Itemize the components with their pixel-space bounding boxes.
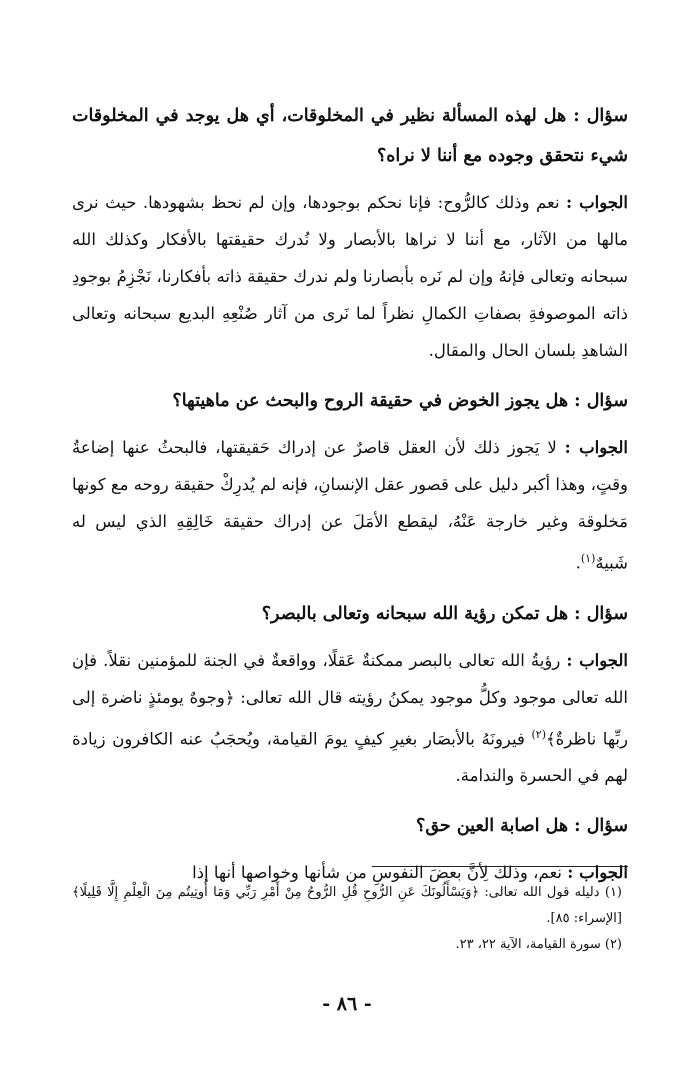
qa-block-3	[72, 594, 628, 795]
answer-tail: فيرونَهُ بالأبصَار بغيرِ كيفٍ يومَ القيامة، ويُحجَبُ عنه الكافرون زيادة لهم في الحسرة والندامة.	[72, 729, 628, 785]
question-4	[72, 806, 628, 846]
answer-3	[72, 642, 628, 795]
question-text: هل تمكن رؤية الله سبحانه وتعالى بالبصر؟	[261, 603, 569, 624]
qa-block-1	[72, 96, 628, 369]
answer-label: الجواب :	[567, 863, 628, 882]
footnote-ref-2[interactable]: (٢)	[531, 727, 547, 741]
question-2	[72, 381, 628, 421]
answer-2	[72, 429, 628, 582]
answer-label: الجواب :	[566, 193, 628, 212]
question-3	[72, 594, 628, 634]
footnote-2: (٢) سورة القيامة، الآية ٢٢، ٢٣.	[455, 937, 622, 952]
answer-text: لا يَجوز ذلك لأن العقل قاصرٌ عن إدراك حَقيقتها، فالبحثُ عنها إضاعةُ وقتٍ، وهذا أكبر دليل على قصور عقل الإنسانِ، فإنه لم يُدرِكْ حقيقة روحه مع كونها مَخلوقة وغير خارجة عَنْهُ، ليقطع الأمَلَ عن إدراك حقيقة خَالِقِهِ الذي ليس له شَبيهٌ	[72, 438, 628, 573]
answer-text: نعم، وذلك لِأنَّ بعضَ النفوسِ من شأنها وخواصها أنها إذا	[192, 863, 562, 882]
footnote-divider	[372, 866, 628, 867]
qa-block-2	[72, 381, 628, 582]
answer-label: الجواب :	[566, 650, 628, 670]
qa-block-4	[72, 806, 628, 891]
page-number: - ٨٦ -	[322, 993, 372, 1015]
question-text: هل لهذه المسألة نظير في المخلوقات، أي هل يوجد في المخلوقات شيء نتحقق وجوده مع أننا لا نراه؟	[72, 106, 628, 166]
answer-text: رؤيةُ الله تعالى بالبصر ممكنةٌ عَقلًا، وواقعةٌ في الجنة للمؤمنين نقلاً. فإن الله تعالى موجود وكلُّ موجود يمكنُ رؤيته قال الله تعالى: ﴿وجوهٌ يومئذٍ ناضرة إلى ربِّها ناظرةٌ﴾	[72, 650, 628, 748]
answer-tail: .	[575, 553, 581, 573]
question-label: سؤال :	[574, 391, 628, 411]
answer-label: الجواب :	[564, 438, 628, 457]
footnote-ref-1[interactable]: (١)	[580, 552, 596, 565]
footnote-1: (١) دليله قول الله تعالى: ﴿وَيَسْأَلُونَكَ عَنِ الرُّوحِ قُلِ الرُّوحُ مِنْ أَمْرِ رَبِّي وَمَا أُوتِيتُم مِنَ الْعِلْمِ إِلَّا قَلِيلًا﴾ [الإسراء: ٨٥].	[72, 885, 622, 926]
question-label: سؤال :	[574, 816, 628, 836]
answer-text: نعم وذلك كالرُّوح: فإنا نحكم بوجودها، وإن لم نحظ بشهودها. حيث نرى مالها من الآثار، مع أننا لا نراها بالأبصار ولا نُدرك حقيقتها بالأفكار وكذلك الله سبحانه وتعالى فإنهُ وإن لم نَره بأبصارنا ولم ندرك حقيقة ذاته بأفكارنا، نَجْزِمُ بوجودِ ذاته الموصوفةِ بصفاتِ الكمالِ نظراً لما نَرى من آثار صُنْعِهِ البديع سبحانه وتعالى الشاهدِ بلسان الحال والمقال.	[72, 193, 628, 360]
question-text: هل يجوز الخوض في حقيقة الروح والبحث عن ماهيتها؟	[172, 391, 569, 411]
question-text: هل اصابة العين حق؟	[416, 816, 569, 836]
question-label: سؤال :	[573, 106, 629, 126]
answer-1	[72, 184, 628, 369]
footnotes	[72, 880, 622, 958]
question-label: سؤال :	[574, 603, 628, 624]
question-1	[72, 96, 628, 176]
